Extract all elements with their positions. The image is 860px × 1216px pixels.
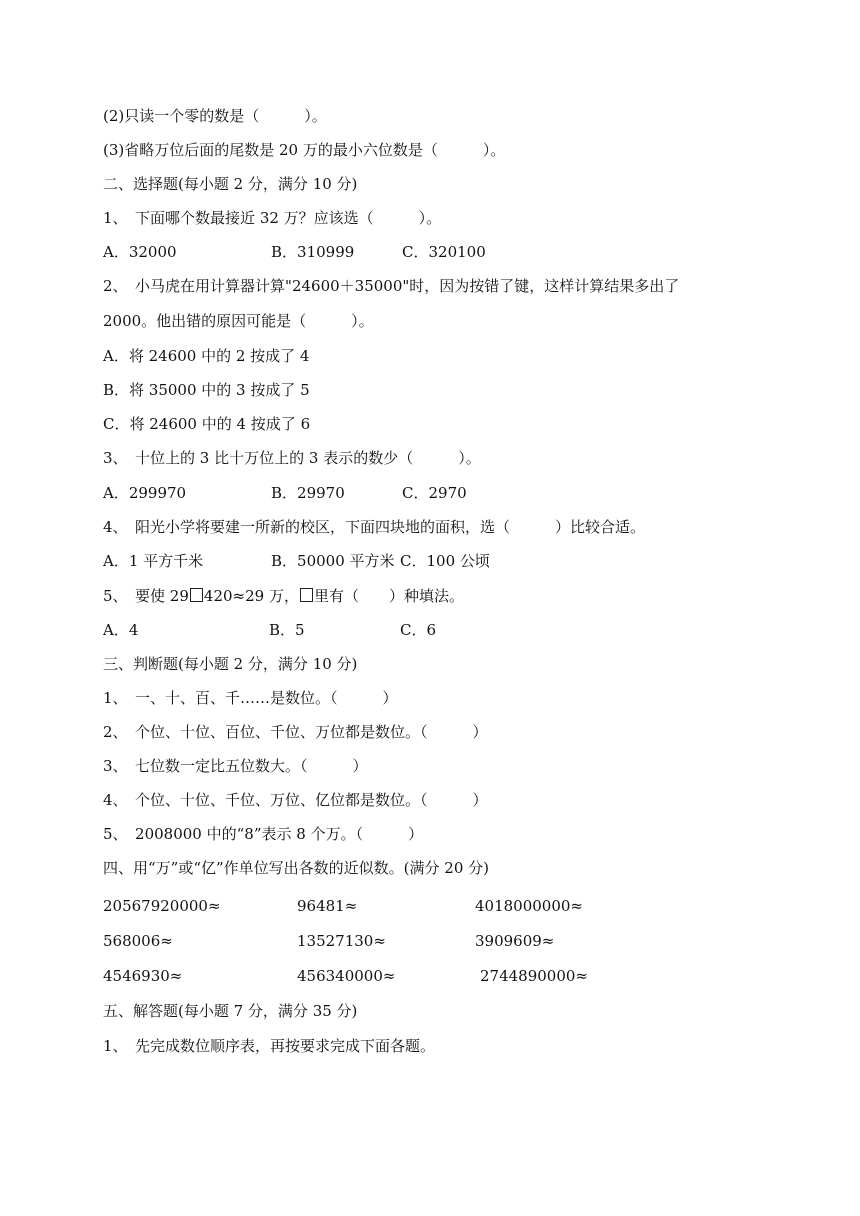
mc1-option-a: A．32000 [103,243,177,261]
question-1-2: (2)只读一个零的数是（ ）。 [103,107,327,125]
approx-item: 3909609≈ [475,932,555,950]
mc2-option-c: C．将 24600 中的 4 按成了 6 [103,415,311,433]
mc4-option-c: C．100 公顷 [400,552,490,570]
mc5-option-b: B．5 [269,621,305,639]
tf-question-3: 3、 七位数一定比五位数大。（ ） [103,757,368,775]
section-3-heading: 三、判断题(每小题 2 分，满分 10 分) [103,655,358,673]
mc5-stem-part-c: 里有（ ）种填法。 [313,587,464,605]
mc4-option-a: A．1 平方千米 [103,552,204,570]
tf-question-1: 1、 一、十、百、千……是数位。（ ） [103,689,398,707]
approx-item: 568006≈ [103,932,173,950]
section-5-heading: 五、解答题(每小题 7 分，满分 35 分) [103,1002,358,1020]
approx-item: 4018000000≈ [475,897,584,915]
mc4-option-b: B．50000 平方米 [271,552,395,570]
approx-item: 4546930≈ [103,967,183,985]
mc-question-5 [103,586,464,606]
mc-question-3: 3、 十位上的 3 比十万位上的 3 表示的数少（ ）。 [103,449,481,467]
approx-item: 2744890000≈ [480,967,589,985]
blank-square-icon [190,588,203,602]
mc-question-2-line2: 2000。他出错的原因可能是（ ）。 [103,312,374,330]
mc5-option-a: A．4 [103,621,139,639]
blank-square-icon [300,588,313,602]
mc-question-4: 4、 阳光小学将要建一所新的校区，下面四块地的面积，选（ ）比较合适。 [103,518,646,536]
mc-question-2-line1: 2、 小马虎在用计算器计算"24600＋35000"时，因为按错了键，这样计算结果多出了 [103,277,680,295]
question-1-3: (3)省略万位后面的尾数是 20 万的最小六位数是（ ）。 [103,141,506,159]
mc5-stem-part-a: 5、 要使 29 [103,587,189,605]
mc3-option-a: A．299970 [103,484,187,502]
section-4-heading: 四、用“万”或“亿”作单位写出各数的近似数。(满分 20 分) [103,859,490,877]
mc5-option-c: C．6 [400,621,437,639]
mc1-option-b: B．310999 [271,243,355,261]
answer-question-1: 1、 先完成数位顺序表，再按要求完成下面各题。 [103,1037,436,1055]
mc-question-1: 1、 下面哪个数最接近 32 万？应该选（ ）。 [103,209,442,227]
approx-item: 456340000≈ [297,967,396,985]
mc3-option-c: C．2970 [402,484,467,502]
approx-item: 13527130≈ [297,932,386,950]
mc2-option-a: A．将 24600 中的 2 按成了 4 [103,347,310,365]
mc1-option-c: C．320100 [402,243,486,261]
tf-question-2: 2、 个位、十位、百位、千位、万位都是数位。（ ） [103,723,488,741]
approx-item: 96481≈ [297,897,358,915]
tf-question-4: 4、 个位、十位、千位、万位、亿位都是数位。（ ） [103,791,488,809]
mc2-option-b: B．将 35000 中的 3 按成了 5 [103,381,310,399]
mc5-stem-part-b: 420≈29 万， [203,587,299,605]
section-2-heading: 二、选择题(每小题 2 分，满分 10 分) [103,175,358,193]
approx-item: 20567920000≈ [103,897,221,915]
mc3-option-b: B．29970 [271,484,345,502]
tf-question-5: 5、 2008000 中的“8”表示 8 个万。（ ） [103,825,424,843]
